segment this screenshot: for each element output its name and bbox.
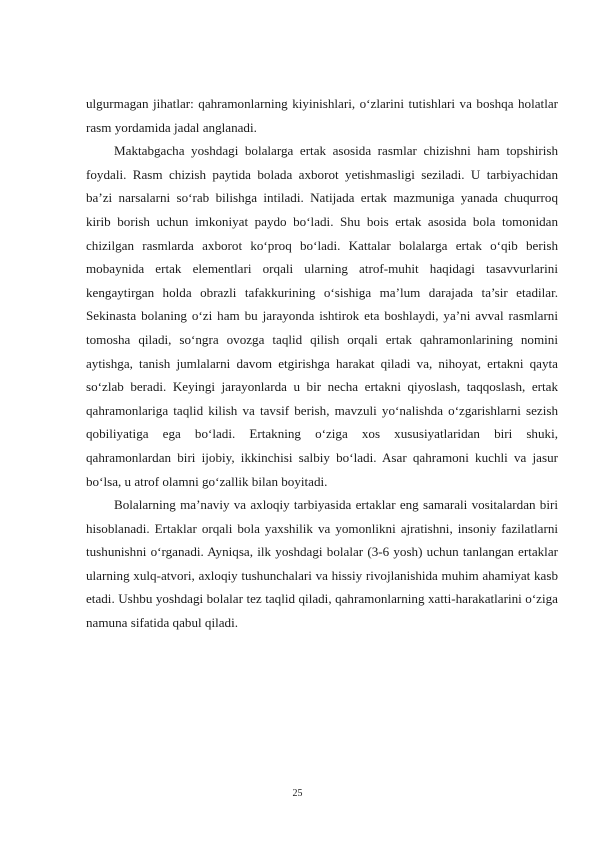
- body-text: [86, 92, 558, 635]
- paragraph-continuation: ulgurmagan jihatlar: qahramonlarning kiyinishlari, o‘zlarini tutishlari va boshqa holatlar rasm yordamida jadal anglanadi.: [86, 96, 558, 135]
- paragraph-moral-education: Bolalarning ma’naviy va axloqiy tarbiyasida ertaklar eng samarali vositalardan biri hisoblanadi. Ertaklar orqali bola yaxshilik va yomonlikni ajratishni, insoniy fazilatlarni tushunishni o‘rganadi. Ayniqsa, ilk yoshdagi bolalar (3-6 yosh) uchun tanlangan ertaklar ularning xulq-atvori, axloqiy tushunchalari va hissiy rivojlanishida muhim ahamiyat kasb etadi. Ushbu yoshdagi bolalar tez taqlid qiladi, qahramonlarning xatti-harakatlarini o‘ziga namuna sifatida qabul qiladi.: [86, 497, 558, 631]
- page-number: 25: [292, 788, 303, 799]
- paragraph-drawing-tales: Maktabgacha yoshdagi bolalarga ertak asosida rasmlar chizishni ham topshirish foydali. Rasm chizish paytida bolada axborot yetishmasligi seziladi. U tarbiyachidan ba’zi narsalarni so‘rab bilishga intiladi. Natijada ertak mazmuniga yanada chuqurroq kirib borish uchun imkoniyat paydo bo‘ladi. Shu bois ertak asosida bola tomonidan chizilgan rasmlarda axborot ko‘proq bo‘ladi. Kattalar bolalarga ertak o‘qib berish mobaynida ertak elementlari orqali ularning atrof-muhit haqidagi tasavvurlarini kengaytirgan holda obrazli tafakkurining o‘sishiga ma’lum darajada ta’sir etadilar. Sekinasta bolaning o‘zi ham bu jarayonda ishtirok eta boshlaydi, ya’ni avval rasmlarni tomosha qiladi, so‘ngra ovozga taqlid qilish orqali ertak qahramonlarining nomini aytishga, tanish jumlalarni davom etgirishga harakat qiladi va, nihoyat, ertakni qayta so‘zlab beradi. Keyingi jarayonlarda u bir necha ertakni qiyoslash, taqqoslash, ertak qahramonlariga taqlid kilish va tavsif berish, mavzuli yo‘nalishda o‘zgarishlarni sezish qobiliyatiga ega bo‘ladi. Ertakning o‘ziga xos xususiyatlaridan biri shuki, qahramonlardan biri ijobiy, ikkinchisi salbiy bo‘ladi. Asar qahramoni kuchli va jasur bo‘lsa, u atrof olamni go‘zallik bilan boyitadi.: [86, 143, 558, 489]
